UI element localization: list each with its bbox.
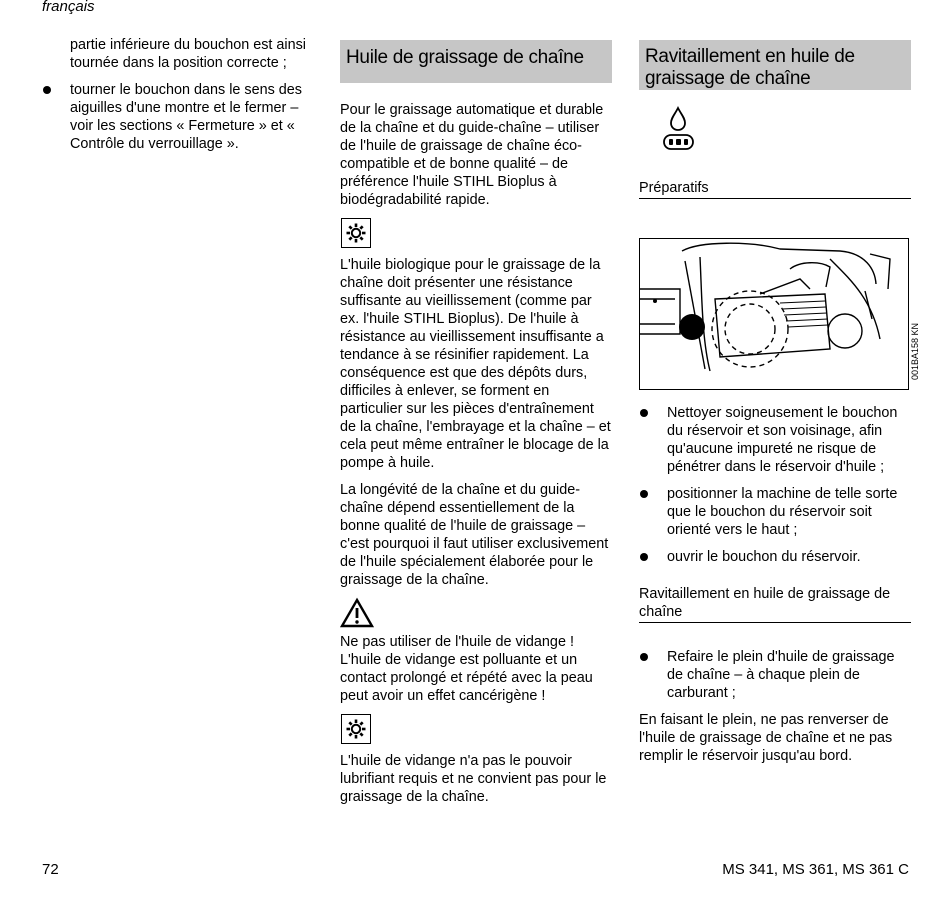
section-title-refuelling: Ravitaillement en huile de graissage de chaîne: [639, 40, 911, 90]
machine-note-icon: [341, 218, 371, 248]
language-label: français: [42, 0, 95, 15]
column-middle: [340, 36, 612, 815]
warning-text: L'huile de vidange est polluante et un contact prolongé et répété avec la peau peut avoir un effet cancérigène !: [340, 652, 593, 704]
warning-title: Ne pas utiliser de l'huile de vidange !: [340, 634, 574, 650]
warning-triangle-icon: [340, 598, 612, 633]
subheading-preparation: Préparatifs: [639, 179, 911, 199]
list-item: Nettoyer soigneusement le bouchon du réservoir et son voisinage, afin qu'aucune impureté ne risque de pénétrer dans le réservoir d'huile ;: [639, 404, 911, 476]
list-item: Refaire le plein d'huile de graissage de chaîne – à chaque plein de carburant ;: [639, 648, 911, 702]
column-left: [42, 36, 314, 162]
closing-paragraph: En faisant le plein, ne pas renverser de l'huile de graissage de chaîne et ne pas remplir le réservoir jusqu'au bord.: [639, 712, 893, 764]
section-title-chain-oil: Huile de graissage de chaîne: [340, 40, 612, 83]
column-right: [639, 36, 920, 774]
machine-note-icon: [341, 714, 371, 744]
page-number: 72: [42, 861, 59, 878]
list-item: positionner la machine de telle sorte que le bouchon du réservoir soit orienté vers le haut ;: [639, 485, 911, 539]
list-item: ouvrir le bouchon du réservoir.: [639, 548, 911, 566]
list-item: tourner le bouchon dans le sens des aiguilles d'une montre et le fermer – voir les sections « Fermeture » et « Contrôle du verrouillage ».: [42, 81, 314, 153]
chain-oil-symbol-icon: [661, 106, 911, 157]
continuation-text: partie inférieure du bouchon est ainsi tournée dans la position correcte ;: [70, 37, 306, 71]
figure-code: 001BA158 KN: [910, 323, 920, 381]
model-list: MS 341, MS 361, MS 361 C: [722, 861, 909, 878]
subheading-refuelling: Ravitaillement en huile de graissage de chaîne: [639, 585, 911, 623]
intro-paragraph: Pour le graissage automatique et durable de la chaîne et du guide-chaîne – utiliser de l'huile de graissage de chaîne éco-compatible et de bonne qualité – de préférence l'huile STIHL Bioplus à biodégradabilité rapide.: [340, 102, 604, 208]
note-paragraph: L'huile de vidange n'a pas le pouvoir lubrifiant requis et ne convient pas pour le graissage de la chaîne.: [340, 753, 607, 805]
chainsaw-illustration: [639, 238, 920, 390]
body-paragraph: La longévité de la chaîne et du guide-chaîne dépend essentiellement de la bonne qualité de l'huile de graissage – c'est pourquoi il faut utiliser exclusivement de l'huile spécialement élaborée pour le graissage de la chaîne.: [340, 482, 609, 588]
note-paragraph: L'huile biologique pour le graissage de la chaîne doit présenter une résistance suffisante au vieillissement (comme par ex. l'huile STIHL Bioplus). De l'huile à résistance au vieillissement insuffisante a tendance à se résinifier rapidement. La conséquence est que des dépôts durs, difficiles à enlever, se forment en particulier sur les pièces d'entraînement de la chaîne, l'embrayage et la chaîne – et cela peut même entraîner le blocage de la pompe à huile.: [340, 257, 611, 471]
